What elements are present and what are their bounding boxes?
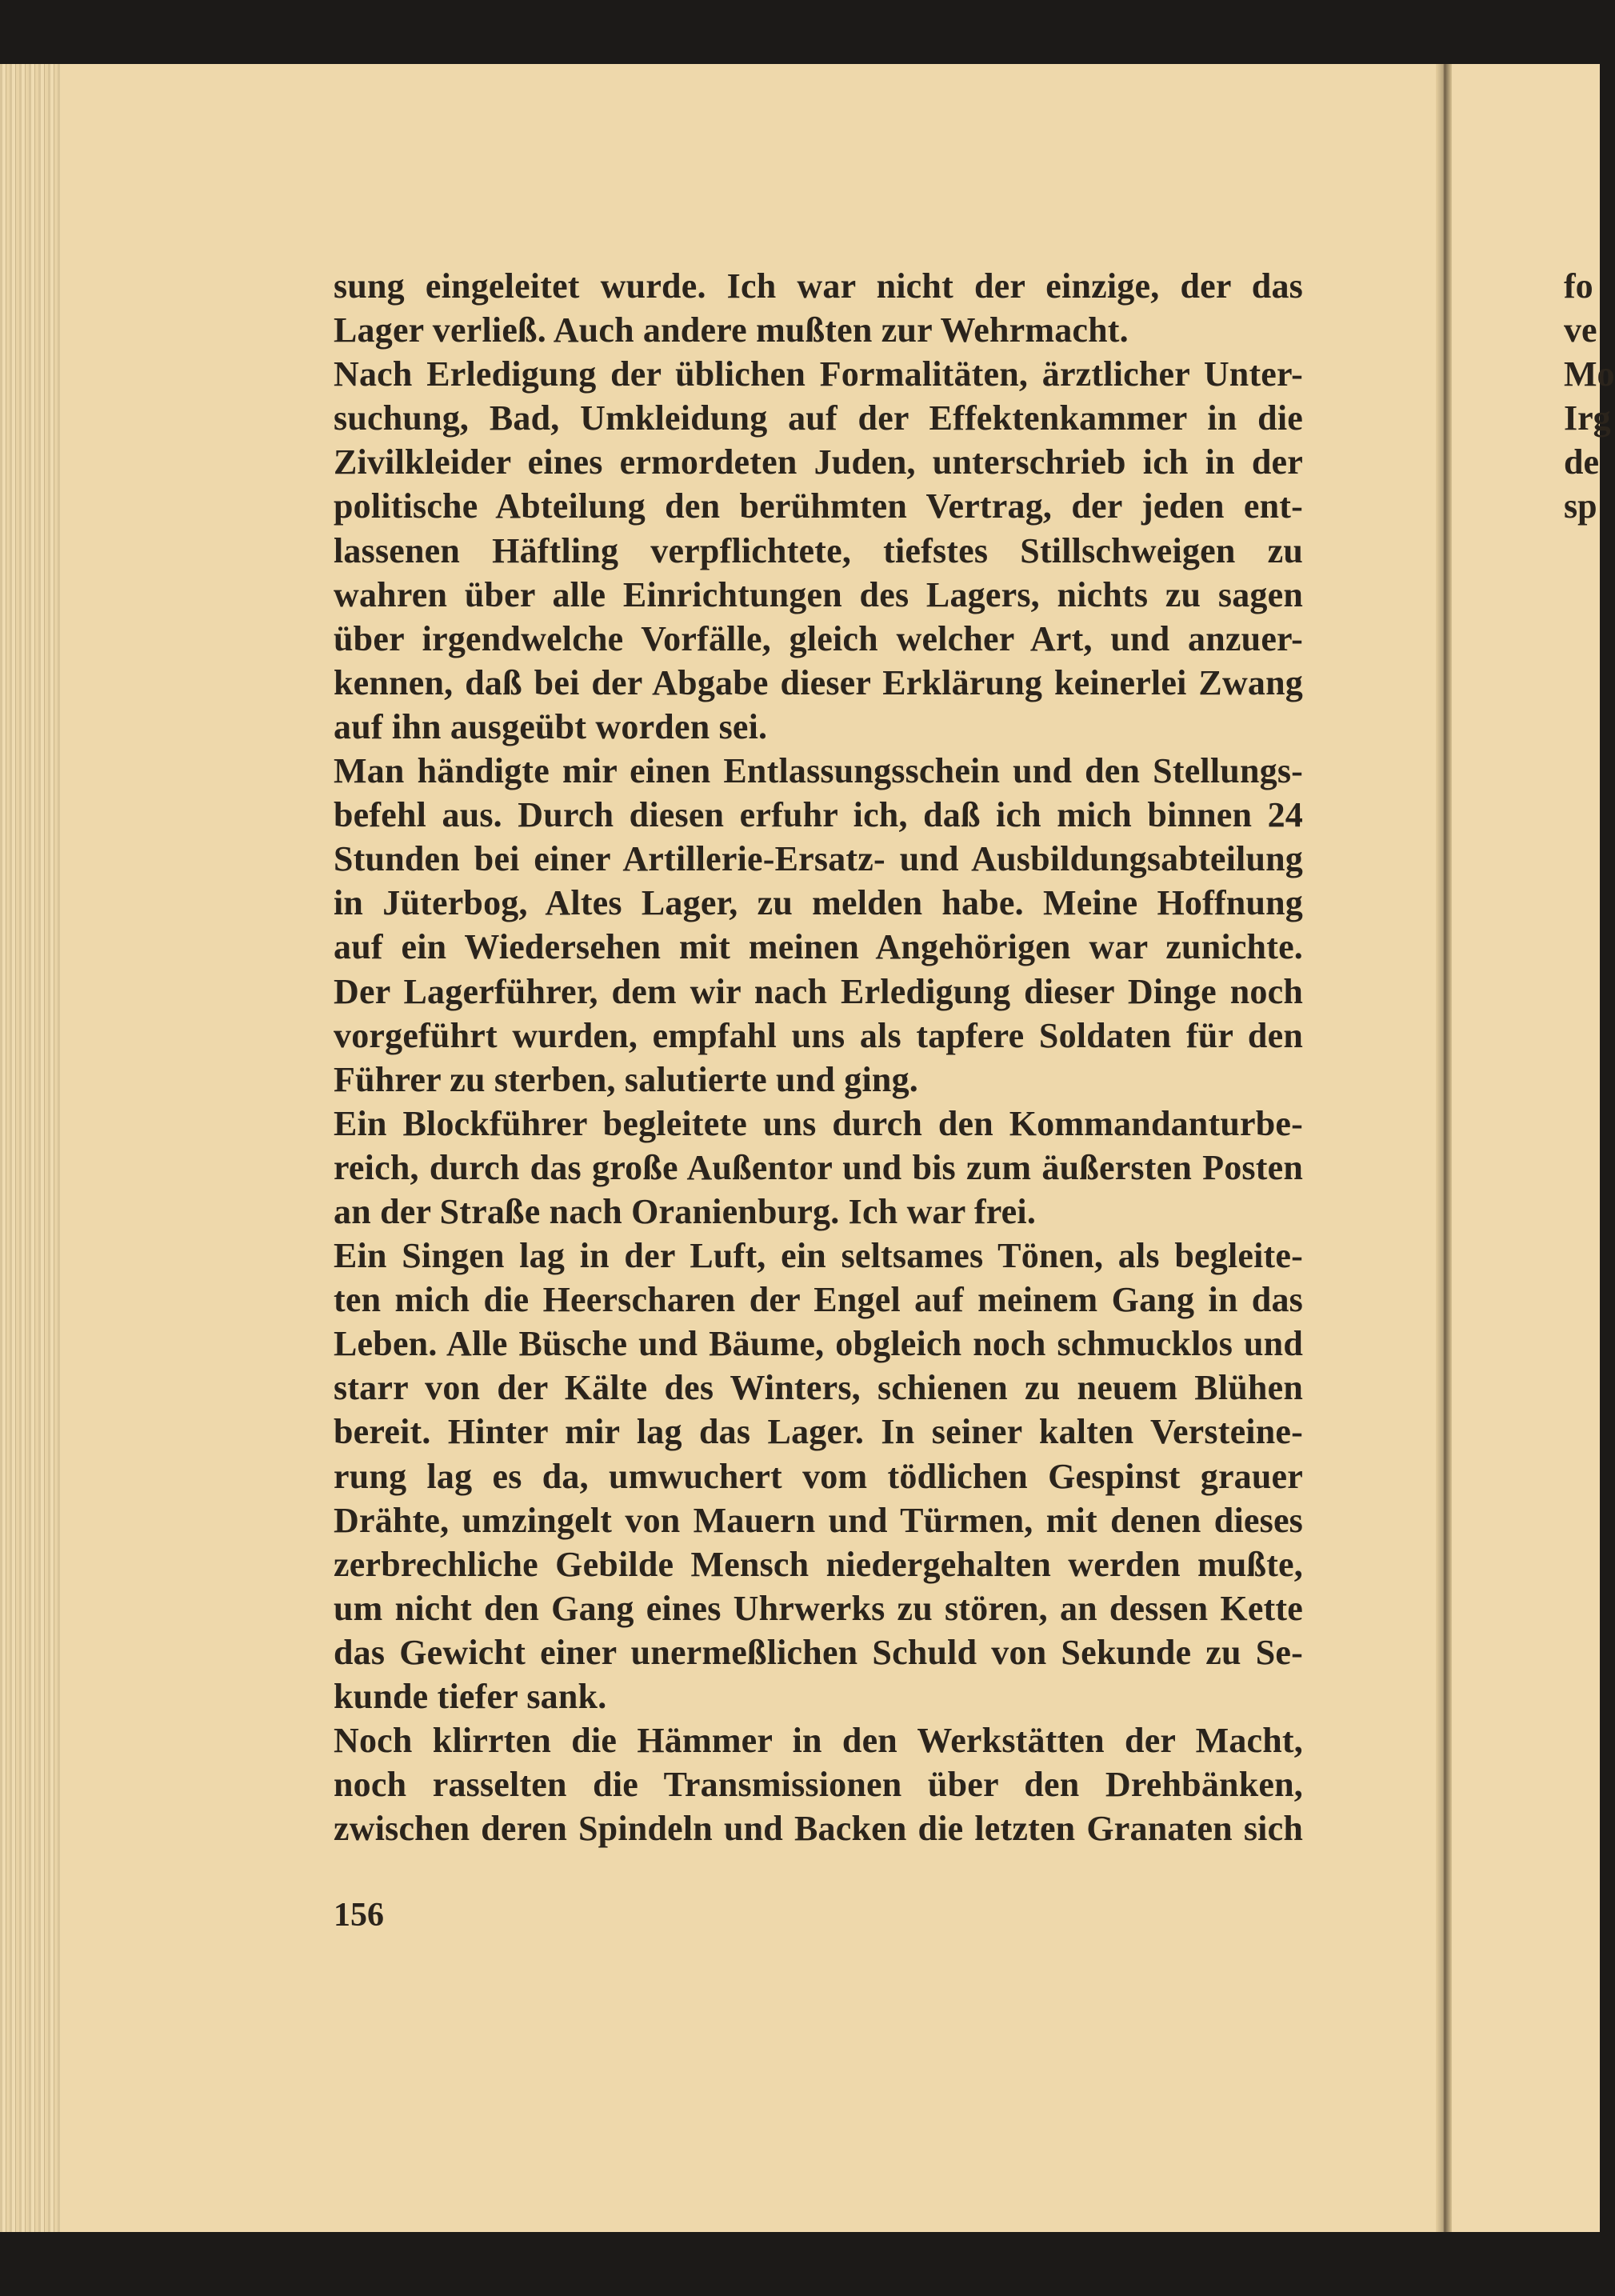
right-page-fragment: sp: [1564, 486, 1597, 526]
page-number: 156: [334, 1897, 384, 1934]
text-line: Ein Singen lag in der Luft, ein seltsames Tönen, als begleite-: [334, 1236, 1303, 1276]
text-line: wahren über alle Einrichtungen des Lagers, nichts zu sagen: [334, 574, 1303, 614]
text-line: kunde tiefer sank.: [334, 1677, 607, 1716]
right-page-text-fragments: [1564, 264, 1615, 529]
text-line: das Gewicht einer unermeßlichen Schuld von Sekunde zu Se-: [334, 1632, 1303, 1672]
text-line: zerbrechliche Gebilde Mensch niedergehalten werden mußte,: [334, 1544, 1303, 1584]
text-line: politische Abteilung den berühmten Vertrag, der jeden ent-: [334, 486, 1303, 526]
text-line: über irgendwelche Vorfälle, gleich welcher Art, und anzuer-: [334, 618, 1303, 658]
text-line: vorgeführt wurden, empfahl uns als tapfere Soldaten für den: [334, 1015, 1303, 1055]
text-line: um nicht den Gang eines Uhrwerks zu stören, an dessen Kette: [334, 1588, 1303, 1628]
page-edges: [0, 64, 60, 2232]
right-page-fragment: ve: [1564, 310, 1597, 350]
text-line: Ein Blockführer begleitete uns durch den Kommandanturbe-: [334, 1103, 1303, 1143]
text-line: suchung, Bad, Umkleidung auf der Effektenkammer in die: [334, 398, 1303, 438]
text-line: Der Lagerführer, dem wir nach Erledigung dieser Dinge noch: [334, 971, 1303, 1011]
text-line: bereit. Hinter mir lag das Lager. In seiner kalten Versteine-: [334, 1412, 1303, 1452]
text-line: in Jüterbog, Altes Lager, zu melden habe. Meine Hoffnung: [334, 883, 1303, 923]
right-page-fragment: Mo: [1564, 354, 1615, 394]
text-line: lassenen Häftling verpflichtete, tiefstes Stillschweigen zu: [334, 530, 1303, 570]
text-line: ten mich die Heerscharen der Engel auf meinem Gang in das: [334, 1280, 1303, 1320]
text-line: starr von der Kälte des Winters, schienen zu neuem Blühen: [334, 1368, 1303, 1408]
right-page-fragment: Irg: [1564, 398, 1611, 438]
text-line: reich, durch das große Außentor und bis zum äußersten Posten: [334, 1147, 1303, 1187]
text-line: an der Straße nach Oranienburg. Ich war frei.: [334, 1191, 1037, 1231]
text-line: Drähte, umzingelt von Mauern und Türmen, mit denen dieses: [334, 1500, 1303, 1540]
text-line: Man händigte mir einen Entlassungsschein und den Stellungs-: [334, 751, 1303, 791]
text-line: Zivilkleider eines ermordeten Juden, unterschrieb ich in der: [334, 442, 1303, 482]
text-line: Führer zu sterben, salutierte und ging.: [334, 1059, 918, 1099]
text-line: Stunden bei einer Artillerie-Ersatz- und Ausbildungsabteilung: [334, 839, 1303, 879]
text-line: Noch klirrten die Hämmer in den Werkstätten der Macht,: [334, 1721, 1303, 1761]
text-line: auf ihn ausgeübt worden sei.: [334, 706, 768, 746]
book-gutter: [1436, 64, 1452, 2232]
text-line: sung eingeleitet wurde. Ich war nicht der einzige, der das: [334, 266, 1303, 306]
text-line: rung lag es da, umwuchert vom tödlichen Gespinst grauer: [334, 1456, 1303, 1496]
text-line: noch rasselten die Transmissionen über den Drehbänken,: [334, 1765, 1303, 1805]
text-line: Lager verließ. Auch andere mußten zur Wehrmacht.: [334, 310, 1129, 350]
text-line: Nach Erledigung der üblichen Formalitäten, ärztlicher Unter-: [334, 354, 1303, 394]
text-line: auf ein Wiedersehen mit meinen Angehörigen war zunichte.: [334, 927, 1303, 967]
body-text: [334, 264, 1303, 1850]
text-line: kennen, daß bei der Abgabe dieser Erklärung keinerlei Zwang: [334, 662, 1303, 702]
text-line: zwischen deren Spindeln und Backen die letzten Granaten sich: [334, 1809, 1303, 1849]
text-line: Leben. Alle Büsche und Bäume, obgleich noch schmucklos und: [334, 1324, 1303, 1364]
right-page-fragment: fo: [1564, 266, 1593, 306]
text-line: befehl aus. Durch diesen erfuhr ich, daß ich mich binnen 24: [334, 795, 1303, 835]
right-page-fragment: de: [1564, 442, 1599, 482]
